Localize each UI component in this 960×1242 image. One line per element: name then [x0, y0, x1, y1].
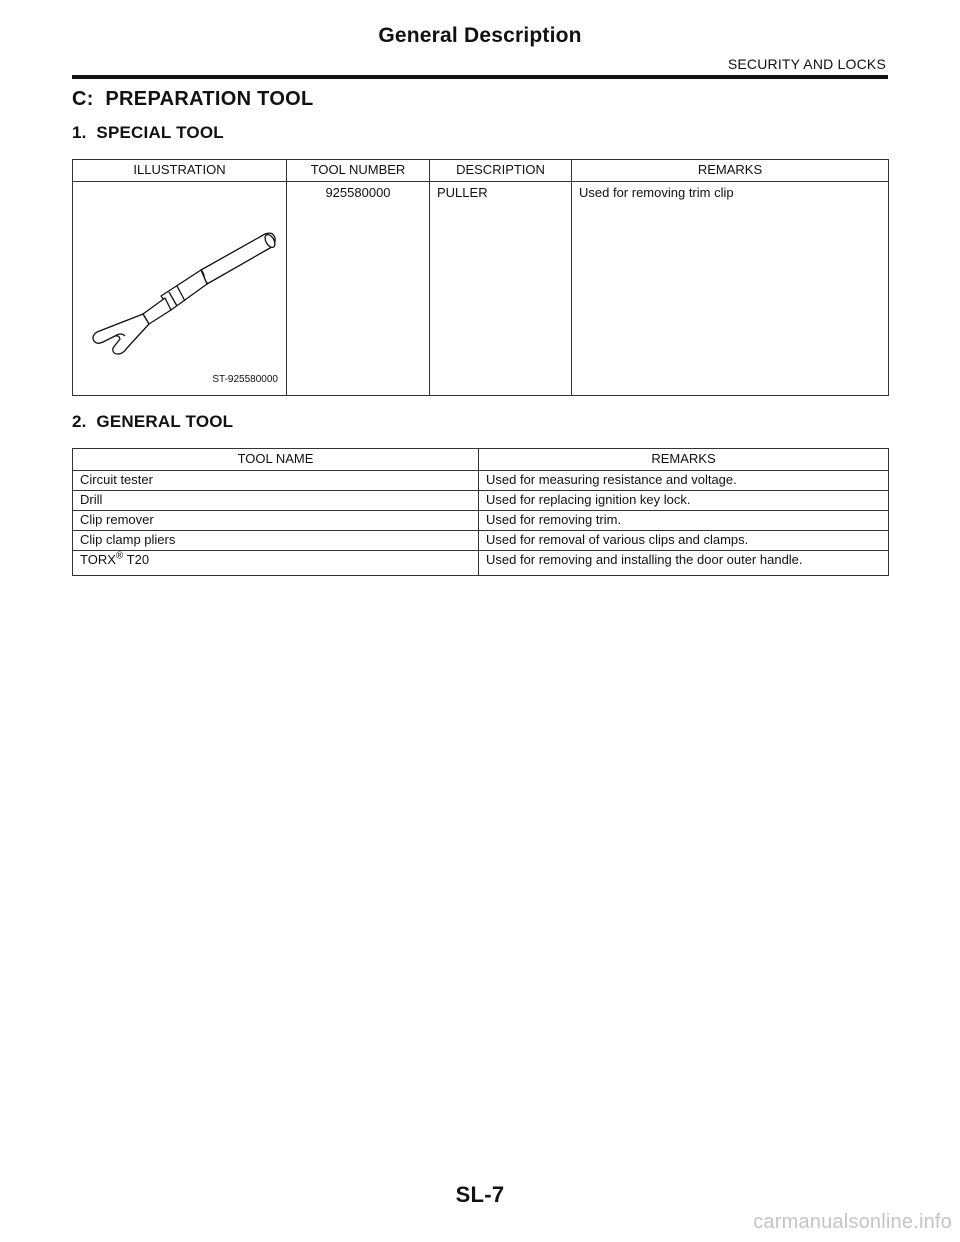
- remarks-cell: Used for removing trim clip: [572, 182, 889, 396]
- general-tool-heading: 2. GENERAL TOOL: [72, 412, 234, 431]
- special-tool-table: [72, 159, 889, 396]
- table-row: [73, 182, 889, 396]
- remarks-cell: Used for replacing ignition key lock.: [479, 491, 889, 511]
- column-header: ILLUSTRATION: [73, 160, 287, 182]
- watermark-text: carmanualsonline.info: [753, 1211, 952, 1233]
- table-row: [73, 531, 889, 551]
- tool-name-main: TORX: [80, 552, 116, 567]
- remarks-cell: Used for removing and installing the door outer handle.: [479, 551, 889, 576]
- tool-name-cell: Clip remover: [73, 511, 479, 531]
- illustration-cell: [73, 182, 287, 396]
- tool-name-rest: T20: [123, 552, 150, 567]
- illustration-caption: ST-925580000: [212, 374, 278, 385]
- puller-tool-illustration: [83, 218, 283, 358]
- page-header: [72, 20, 888, 80]
- table-row: [73, 511, 889, 531]
- page-number: SL-7: [455, 1182, 505, 1207]
- description-cell: PULLER: [430, 182, 572, 396]
- remarks-cell: Used for removing trim.: [479, 511, 889, 531]
- table-row: [73, 491, 889, 511]
- header-divider: [72, 75, 888, 79]
- column-header: TOOL NUMBER: [287, 160, 430, 182]
- special-tool-heading: 1. SPECIAL TOOL: [72, 123, 224, 142]
- tool-name-cell: Clip clamp pliers: [73, 531, 479, 551]
- remarks-cell: Used for removal of various clips and clamps.: [479, 531, 889, 551]
- tool-name-cell: Drill: [73, 491, 479, 511]
- remarks-cell: Used for measuring resistance and voltage.: [479, 471, 889, 491]
- registered-mark: ®: [115, 550, 124, 562]
- column-header: DESCRIPTION: [430, 160, 572, 182]
- preparation-tool-heading: C: PREPARATION TOOL: [72, 88, 314, 110]
- column-header: REMARKS: [572, 160, 889, 182]
- general-tool-table: [72, 448, 889, 576]
- table-row: [73, 471, 889, 491]
- table-header-row: [73, 160, 889, 182]
- section-name: SECURITY AND LOCKS: [727, 56, 886, 72]
- tool-name-cell: Circuit tester: [73, 471, 479, 491]
- column-header: REMARKS: [479, 449, 889, 471]
- page-title: General Description: [378, 24, 582, 47]
- column-header: TOOL NAME: [73, 449, 479, 471]
- tool-name-cell: [73, 551, 479, 576]
- table-header-row: [73, 449, 889, 471]
- table-row: [73, 551, 889, 576]
- tool-number-cell: 925580000: [287, 182, 430, 396]
